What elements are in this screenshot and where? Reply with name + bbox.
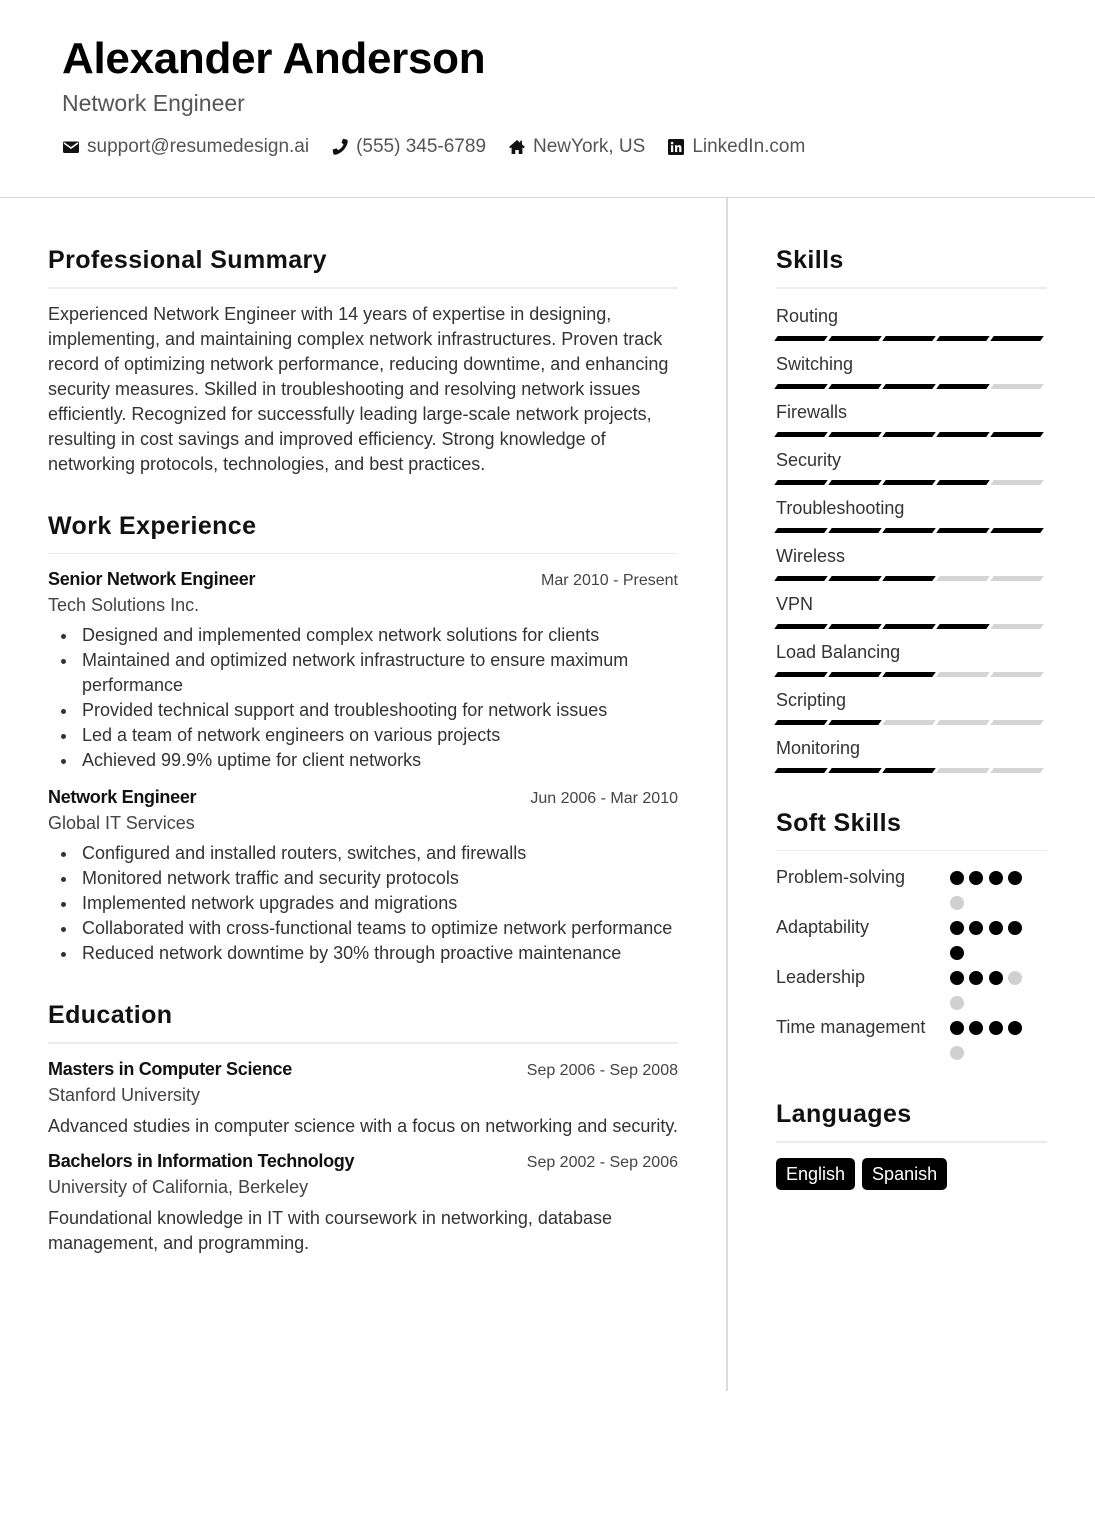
level-segment-filled xyxy=(990,336,1044,341)
level-segment-empty xyxy=(936,768,990,773)
skill-name: Monitoring xyxy=(776,737,861,758)
section-title: Professional Summary xyxy=(48,246,327,274)
level-segment-filled xyxy=(828,672,882,677)
summary-section xyxy=(48,244,678,477)
level-segment-filled xyxy=(882,432,936,437)
level-segment-filled xyxy=(774,624,828,629)
soft-skill-item xyxy=(776,865,1047,915)
section-divider xyxy=(48,287,678,289)
skill-level-bar xyxy=(776,576,1047,581)
rating-dot-filled xyxy=(969,971,983,985)
degree-name: Bachelors in Information Technology xyxy=(48,1150,355,1171)
skill-item xyxy=(776,497,1047,533)
level-segment-filled xyxy=(774,432,828,437)
skill-level-bar xyxy=(776,336,1047,341)
skill-name: Troubleshooting xyxy=(776,497,905,518)
education-description: Advanced studies in computer science with a focus on networking and security. xyxy=(48,1115,678,1136)
level-segment-filled xyxy=(882,672,936,677)
contact-linkedin[interactable] xyxy=(667,136,805,158)
skill-item xyxy=(776,449,1047,485)
job-bullets xyxy=(48,841,678,966)
skill-name: Scripting xyxy=(776,689,847,710)
level-segment-filled xyxy=(882,768,936,773)
education-section xyxy=(48,999,678,1256)
skill-item xyxy=(776,353,1047,389)
main-column xyxy=(48,244,678,1256)
section-title: Soft Skills xyxy=(776,808,902,837)
soft-skill-rating xyxy=(950,916,1047,966)
phone-icon xyxy=(331,138,349,156)
level-segment-filled xyxy=(882,624,936,629)
section-divider xyxy=(776,850,1047,852)
job-company: Tech Solutions Inc. xyxy=(48,595,200,615)
soft-skills-list xyxy=(776,865,1047,1065)
contact-linkedin-text: LinkedIn.com xyxy=(692,136,806,157)
skill-item xyxy=(776,401,1047,437)
level-segment-filled xyxy=(882,480,936,485)
level-segment-filled xyxy=(882,336,936,341)
level-segment-filled xyxy=(828,384,882,389)
education-entry xyxy=(48,1151,678,1256)
bullet-item: Led a team of network engineers on various projects xyxy=(48,723,678,748)
rating-dot-filled xyxy=(1008,871,1022,885)
level-segment-filled xyxy=(936,384,990,389)
level-segment-filled xyxy=(882,384,936,389)
rating-dot-filled xyxy=(1008,921,1022,935)
job-entry xyxy=(48,569,678,773)
school-name: Stanford University xyxy=(48,1084,201,1105)
soft-skill-name: Problem-solving xyxy=(776,867,906,887)
level-segment-filled xyxy=(936,528,990,533)
section-title: Languages xyxy=(776,1100,912,1128)
rating-dot-filled xyxy=(989,871,1003,885)
skill-item xyxy=(776,689,1047,725)
experience-section xyxy=(48,510,678,967)
job-company: Global IT Services xyxy=(48,813,195,833)
level-segment-empty xyxy=(990,480,1044,485)
level-segment-filled xyxy=(828,432,882,437)
soft-skill-item xyxy=(776,915,1047,965)
bullet-item: Implemented network upgrades and migrations xyxy=(48,891,678,916)
level-segment-filled xyxy=(882,576,936,581)
skill-level-bar xyxy=(776,480,1047,485)
level-segment-empty xyxy=(990,768,1044,773)
rating-dot-filled xyxy=(989,971,1003,985)
soft-skill-name: Adaptability xyxy=(776,917,870,937)
job-dates: Jun 2006 - Mar 2010 xyxy=(530,790,678,807)
job-dates: Mar 2010 - Present xyxy=(541,572,678,589)
bullet-item: Reduced network downtime by 30% through proactive maintenance xyxy=(48,941,678,966)
rating-dot-filled xyxy=(1008,1021,1022,1035)
level-segment-filled xyxy=(828,528,882,533)
level-segment-empty xyxy=(990,672,1044,677)
section-title: Skills xyxy=(776,246,844,274)
bullet-item: Maintained and optimized network infrastructure to ensure maximum performance xyxy=(48,648,678,698)
level-segment-filled xyxy=(936,480,990,485)
skill-item xyxy=(776,545,1047,581)
language-tag: English xyxy=(776,1158,855,1190)
bullet-item: Achieved 99.9% uptime for client networks xyxy=(48,748,678,773)
contact-email-text: support@resumedesign.ai xyxy=(87,136,310,157)
skill-name: VPN xyxy=(776,593,814,614)
rating-dot-filled xyxy=(950,1021,964,1035)
level-segment-filled xyxy=(774,384,828,389)
contact-bar xyxy=(62,136,827,158)
rating-dot-empty xyxy=(950,896,964,910)
skill-level-bar xyxy=(776,432,1047,437)
level-segment-filled xyxy=(774,480,828,485)
sidebar-column xyxy=(776,244,1047,1190)
skills-list xyxy=(776,305,1047,773)
rating-dot-filled xyxy=(989,1021,1003,1035)
rating-dot-empty xyxy=(950,996,964,1010)
linkedin-icon xyxy=(667,138,685,156)
level-segment-filled xyxy=(936,336,990,341)
level-segment-filled xyxy=(774,528,828,533)
bullet-item: Monitored network traffic and security protocols xyxy=(48,866,678,891)
section-divider xyxy=(776,1141,1047,1143)
level-segment-empty xyxy=(990,576,1044,581)
level-segment-filled xyxy=(774,720,828,725)
skill-name: Firewalls xyxy=(776,401,848,422)
rating-dot-filled xyxy=(969,1021,983,1035)
skill-name: Security xyxy=(776,449,842,470)
level-segment-filled xyxy=(828,720,882,725)
level-segment-filled xyxy=(990,432,1044,437)
level-segment-empty xyxy=(936,576,990,581)
bullet-item: Collaborated with cross-functional teams to optimize network performance xyxy=(48,916,678,941)
rating-dot-filled xyxy=(969,921,983,935)
section-divider xyxy=(48,1042,678,1044)
rating-dot-filled xyxy=(989,921,1003,935)
resume-header xyxy=(0,0,1095,198)
level-segment-empty xyxy=(990,624,1044,629)
rating-dot-filled xyxy=(969,871,983,885)
skill-name: Load Balancing xyxy=(776,641,901,662)
rating-dot-empty xyxy=(950,1046,964,1060)
rating-dot-filled xyxy=(950,971,964,985)
section-divider xyxy=(776,287,1047,289)
job-role: Network Engineer xyxy=(48,787,197,807)
job-bullets xyxy=(48,623,678,773)
skill-item xyxy=(776,641,1047,677)
level-segment-filled xyxy=(882,528,936,533)
skill-item xyxy=(776,305,1047,341)
soft-skills-section xyxy=(776,807,1047,1066)
level-segment-filled xyxy=(774,336,828,341)
contact-phone[interactable] xyxy=(331,136,486,158)
level-segment-empty xyxy=(990,384,1044,389)
section-title: Education xyxy=(48,1001,173,1029)
contact-email[interactable] xyxy=(62,136,309,158)
level-segment-empty xyxy=(990,720,1044,725)
skill-level-bar xyxy=(776,672,1047,677)
soft-skill-item xyxy=(776,965,1047,1015)
level-segment-filled xyxy=(936,432,990,437)
education-dates: Sep 2002 - Sep 2006 xyxy=(526,1153,678,1171)
rating-dot-filled xyxy=(950,871,964,885)
bullet-item: Designed and implemented complex network solutions for clients xyxy=(48,623,678,648)
envelope-icon xyxy=(62,138,80,156)
skill-item xyxy=(776,737,1047,773)
skill-level-bar xyxy=(776,384,1047,389)
summary-text: Experienced Network Engineer with 14 years of expertise in designing, implementing, and maintaining complex network infrastructures. Proven track record of optimizing network performance, reducing downtime, and enhancing security measures. Skilled in troubleshooting and resolving network issues efficiently. Recognized for successfully leading large-scale network projects, resulting in cost savings and improved efficiency. Strong knowledge of networking protocols, technologies, and best practices. xyxy=(48,303,669,474)
level-segment-filled xyxy=(828,480,882,485)
candidate-name: Alexander Anderson xyxy=(62,34,486,83)
bullet-item: Provided technical support and troubleshooting for network issues xyxy=(48,698,678,723)
soft-skill-name: Leadership xyxy=(776,967,866,987)
level-segment-filled xyxy=(774,672,828,677)
level-segment-empty xyxy=(882,720,936,725)
level-segment-empty xyxy=(936,720,990,725)
level-segment-filled xyxy=(828,576,882,581)
education-entry xyxy=(48,1059,678,1139)
level-segment-filled xyxy=(990,528,1044,533)
rating-dot-filled xyxy=(950,946,964,960)
level-segment-filled xyxy=(828,336,882,341)
job-role: Senior Network Engineer xyxy=(48,569,256,589)
degree-name: Masters in Computer Science xyxy=(48,1058,292,1079)
skill-name: Routing xyxy=(776,305,839,326)
job-entry xyxy=(48,787,678,966)
level-segment-filled xyxy=(774,576,828,581)
level-segment-filled xyxy=(828,624,882,629)
soft-skill-rating xyxy=(950,1016,1047,1066)
soft-skill-name: Time management xyxy=(776,1017,926,1037)
school-name: University of California, Berkeley xyxy=(48,1176,309,1197)
rating-dot-filled xyxy=(950,921,964,935)
education-dates: Sep 2006 - Sep 2008 xyxy=(526,1061,678,1079)
soft-skill-rating xyxy=(950,866,1047,916)
bullet-item: Configured and installed routers, switches, and firewalls xyxy=(48,841,678,866)
home-icon xyxy=(508,138,526,156)
soft-skill-item xyxy=(776,1015,1047,1065)
rating-dot-empty xyxy=(1008,971,1022,985)
languages-list xyxy=(776,1158,1047,1190)
soft-skill-rating xyxy=(950,966,1047,1016)
level-segment-empty xyxy=(936,672,990,677)
contact-phone-text: (555) 345-6789 xyxy=(356,136,487,157)
skill-level-bar xyxy=(776,528,1047,533)
section-divider xyxy=(48,553,678,555)
skill-level-bar xyxy=(776,768,1047,773)
candidate-title: Network Engineer xyxy=(62,90,245,116)
contact-location-text: NewYork, US xyxy=(533,136,646,157)
skills-section xyxy=(776,244,1047,773)
skill-item xyxy=(776,593,1047,629)
column-divider xyxy=(726,198,728,1391)
level-segment-filled xyxy=(936,624,990,629)
languages-section xyxy=(776,1098,1047,1190)
education-description: Foundational knowledge in IT with coursework in networking, database management, and programming. xyxy=(48,1207,612,1253)
skill-name: Switching xyxy=(776,353,854,374)
section-title: Work Experience xyxy=(48,511,257,540)
language-tag: Spanish xyxy=(862,1158,947,1190)
skill-level-bar xyxy=(776,624,1047,629)
contact-location xyxy=(508,136,645,158)
level-segment-filled xyxy=(828,768,882,773)
skill-level-bar xyxy=(776,720,1047,725)
skill-name: Wireless xyxy=(776,545,846,566)
level-segment-filled xyxy=(774,768,828,773)
